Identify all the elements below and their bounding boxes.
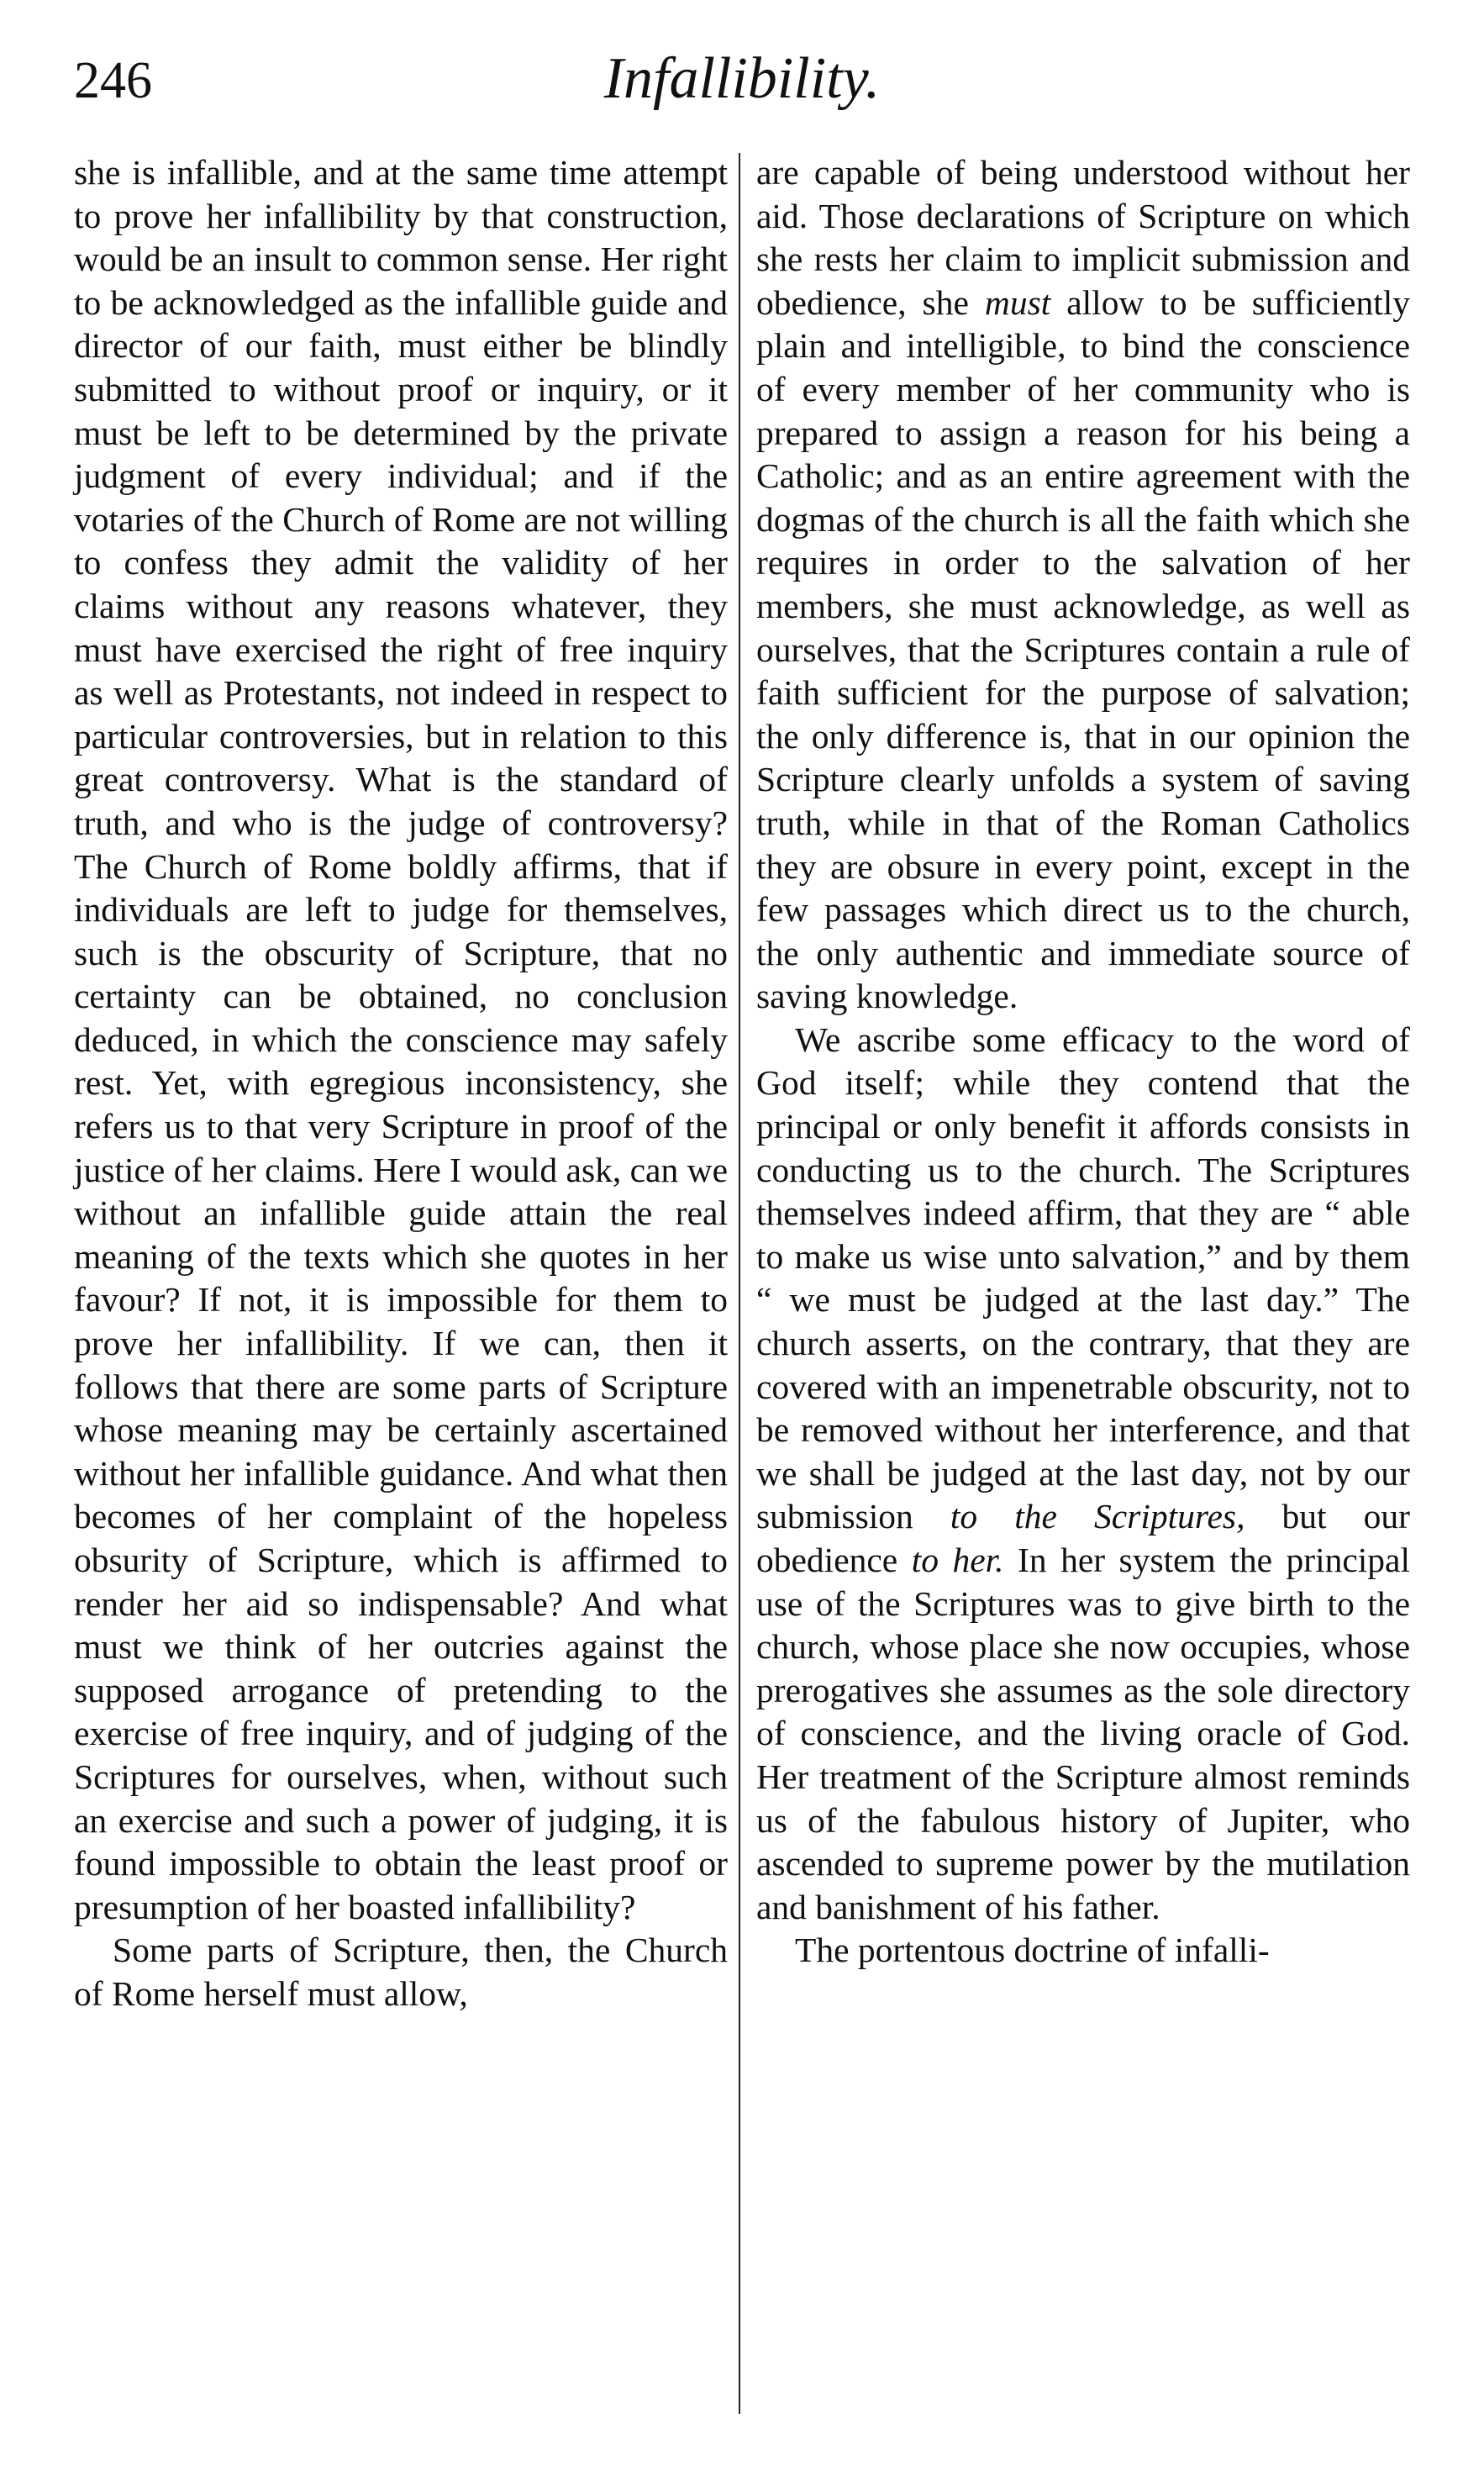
right-p1-text-a: are capable of being understood without her aid. Those declarations of Scripture on which she rests her claim to implicit submission and obedience, she <box>756 153 1410 322</box>
right-p1-text-b: allow to be sufficiently plain and intelligible, to bind the conscience of every member of her community who is prepared to assign a reason for his being a Catholic; and as an entire agreement with the dogmas of the church is all the faith which she requires in order to the salvation of her members, she must acknowledge, as well as ourselves, that the Scriptures contain a rule of faith sufficient for the purpose of salvation; the only difference is, that in our opinion the Scripture clearly unfolds a system of saving truth, while in that of the Roman Catholics they are obsure in every point, except in the few passages which direct us to the church, the only authentic and immediate source of saving knowledge. <box>756 282 1411 1016</box>
page-number: 246 <box>74 52 152 109</box>
right-column <box>756 151 1410 1973</box>
right-paragraph-3: The portentous doctrine of infalli- <box>795 1931 1270 1970</box>
left-column <box>74 151 728 2016</box>
right-p2-text-c: In her system the principal use of the Scriptures was to give birth to the church, whose place she now occupies, whose prerogatives she assumes as the sole directory of conscience, and the living oracle of God. Her treatment of the Scripture almost reminds us of the fabulous history of Jupiter, who ascended to supreme power by the mutilation and banishment of his father. <box>756 1541 1411 1926</box>
right-p2-text-b: but our obedience <box>756 1497 1410 1579</box>
right-p2-emphasis-1: to the Scriptures, <box>950 1497 1245 1536</box>
right-p1-emphasis: must <box>984 282 1051 322</box>
right-p2-emphasis-2: to her. <box>911 1541 1004 1579</box>
right-paragraph-2 <box>756 1019 1410 1929</box>
column-divider <box>739 153 740 2414</box>
right-p2-text-a: We ascribe some efficacy to the word of God itself; while they contend that the principal or only benefit it affords consists in conducting us to the church. The Scriptures themselves indeed affirm, that they are “ able to make us wise unto salvation,” and by them “ we must be judged at the last day.” The church asserts, on the contrary, that they are covered with an impenetrable obscurity, not to be removed without her interference, and that we shall be judged at the last day, not by our submission <box>756 1019 1410 1536</box>
left-paragraph-1: she is infallible, and at the same time attempt to prove her infallibility by that construction, would be an insult to common sense. Her right to be acknowledged as the infallible guide and director of our faith, must either be blindly submitted to without proof or inquiry, or it must be left to be determined by the private judgment of every individual; and if the votaries of the Church of Rome are not willing to confess they admit the validity of her claims without any reasons whatever, they must have exercised the right of free inquiry as well as Protestants, not indeed in respect to particular controversies, but in relation to this great controversy. What is the standard of truth, and who is the judge of controversy? The Church of Rome boldly affirms, that if individuals are left to judge for themselves, such is the obscurity of Scripture, that no certainty can be obtained, no conclusion deduced, in which the conscience may safely rest. Yet, with egregious inconsistency, she refers us to that very Scripture in proof of the justice of her claims. Here I would ask, can we without an infallible guide attain the real meaning of the texts which she quotes in her favour? If not, it is impossible for them to prove her infallibility. If we can, then it follows that there are some parts of Scripture whose meaning may be certainly ascertained without her infallible guidance. And what then becomes of her complaint of the hopeless obsurity of Scripture, which is affirmed to render her aid so indispensable? And what must we think of her outcries against the supposed arrogance of pretending to the exercise of free inquiry, and of judging of the Scriptures for ourselves, when, without such an exercise and such a power of judging, it is found impossible to obtain the least proof or presumption of her boasted infallibility? <box>74 153 728 1926</box>
running-title: Infallibility. <box>603 46 881 111</box>
page-header <box>0 0 1484 151</box>
right-paragraph-1 <box>756 151 1410 1019</box>
left-paragraph-2: Some parts of Scripture, then, the Church of Rome herself must allow, <box>74 1931 728 2013</box>
